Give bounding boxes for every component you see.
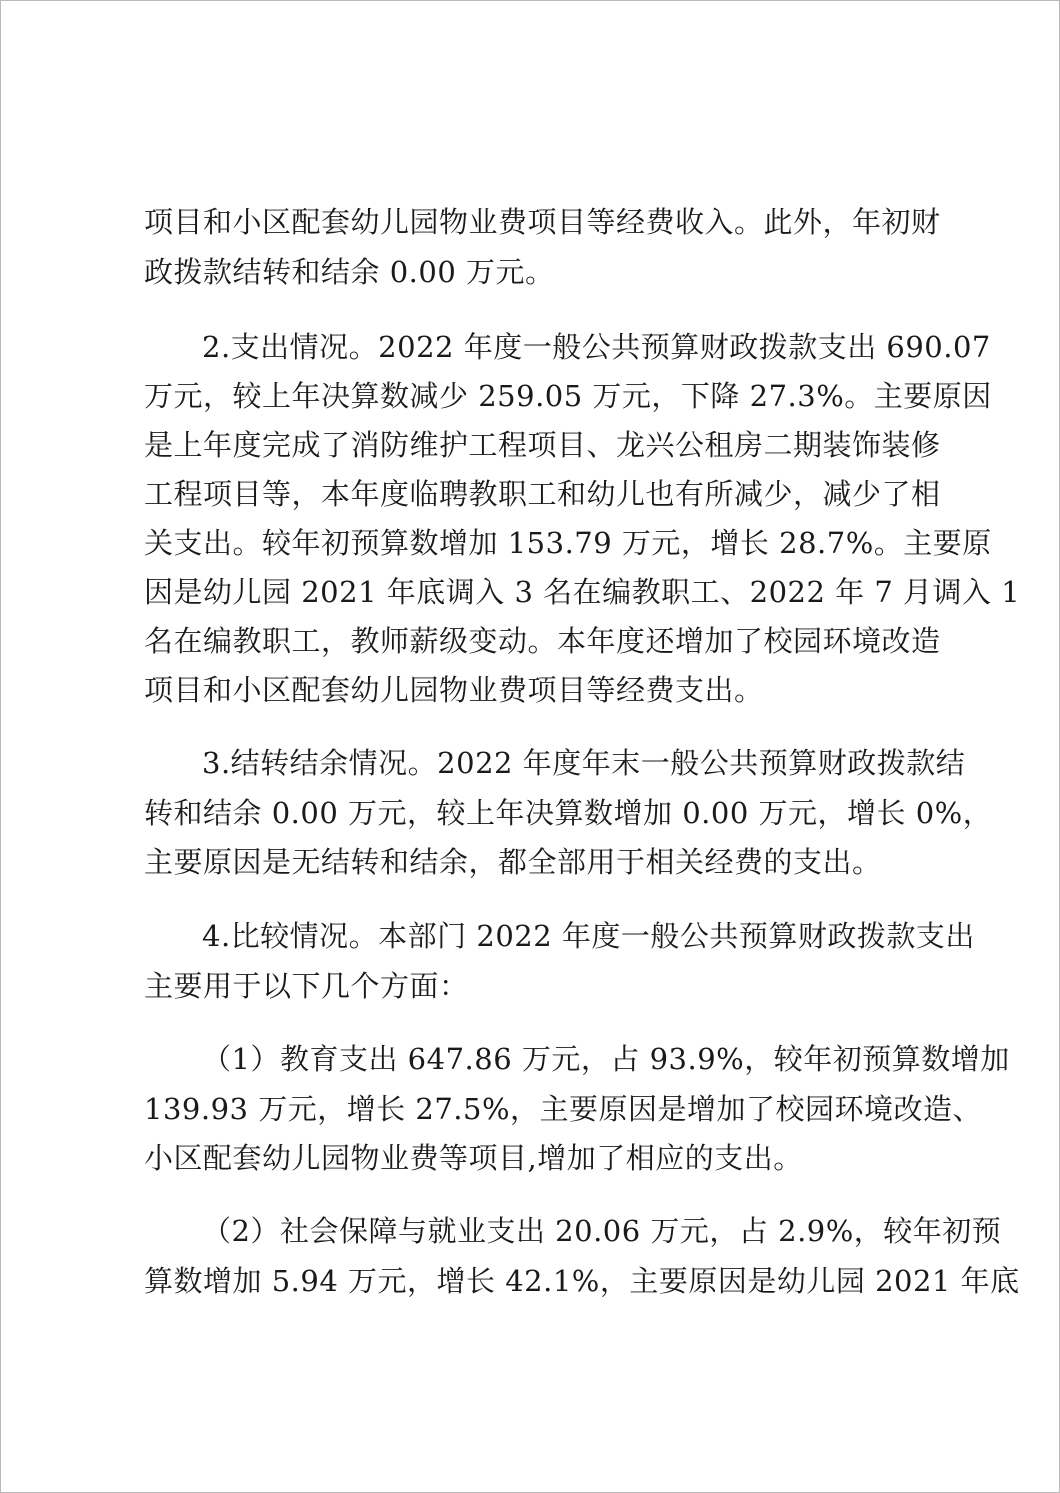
text-line: 关支出。较年初预算数增加 153.79 万元，增长 28.7%。主要原 — [144, 526, 992, 560]
text-line: 万元，较上年决算数减少 259.05 万元，下降 27.3%。主要原因 — [144, 379, 992, 413]
text-line: 2.支出情况。2022 年度一般公共预算财政拨款支出 690.07 — [202, 330, 991, 364]
text-line: （2）社会保障与就业支出 20.06 万元，占 2.9%，较年初预 — [202, 1214, 1002, 1248]
text-line: 项目和小区配套幼儿园物业费项目等经费支出。 — [144, 673, 764, 707]
text-line: 因是幼儿园 2021 年底调入 3 名在编教职工、2022 年 7 月调入 1 — [144, 575, 1021, 609]
text-line: 政拨款结转和结余 0.00 万元。 — [144, 255, 555, 289]
text-line: 转和结余 0.00 万元，较上年决算数增加 0.00 万元，增长 0%， — [144, 796, 993, 830]
text-line: 主要原因是无结转和结余，都全部用于相关经费的支出。 — [144, 845, 882, 879]
text-line: 小区配套幼儿园物业费等项目,增加了相应的支出。 — [144, 1141, 803, 1175]
text-line: 项目和小区配套幼儿园物业费项目等经费收入。此外，年初财 — [144, 205, 941, 239]
text-line: 名在编教职工，教师薪级变动。本年度还增加了校园环境改造 — [144, 624, 941, 658]
text-line: 3.结转结余情况。2022 年度年末一般公共预算财政拨款结 — [202, 746, 966, 780]
text-line: （1）教育支出 647.86 万元，占 93.9%，较年初预算数增加 — [202, 1042, 1010, 1076]
text-line: 主要用于以下几个方面： — [144, 969, 469, 1003]
text-line: 是上年度完成了消防维护工程项目、龙兴公租房二期装饰装修 — [144, 428, 941, 462]
text-line: 工程项目等，本年度临聘教职工和幼儿也有所减少，减少了相 — [144, 477, 941, 511]
text-line: 139.93 万元，增长 27.5%，主要原因是增加了校园环境改造、 — [144, 1092, 983, 1126]
text-line: 4.比较情况。本部门 2022 年度一般公共预算财政拨款支出 — [202, 919, 975, 953]
text-line: 算数增加 5.94 万元，增长 42.1%，主要原因是幼儿园 2021 年底 — [144, 1264, 1020, 1298]
